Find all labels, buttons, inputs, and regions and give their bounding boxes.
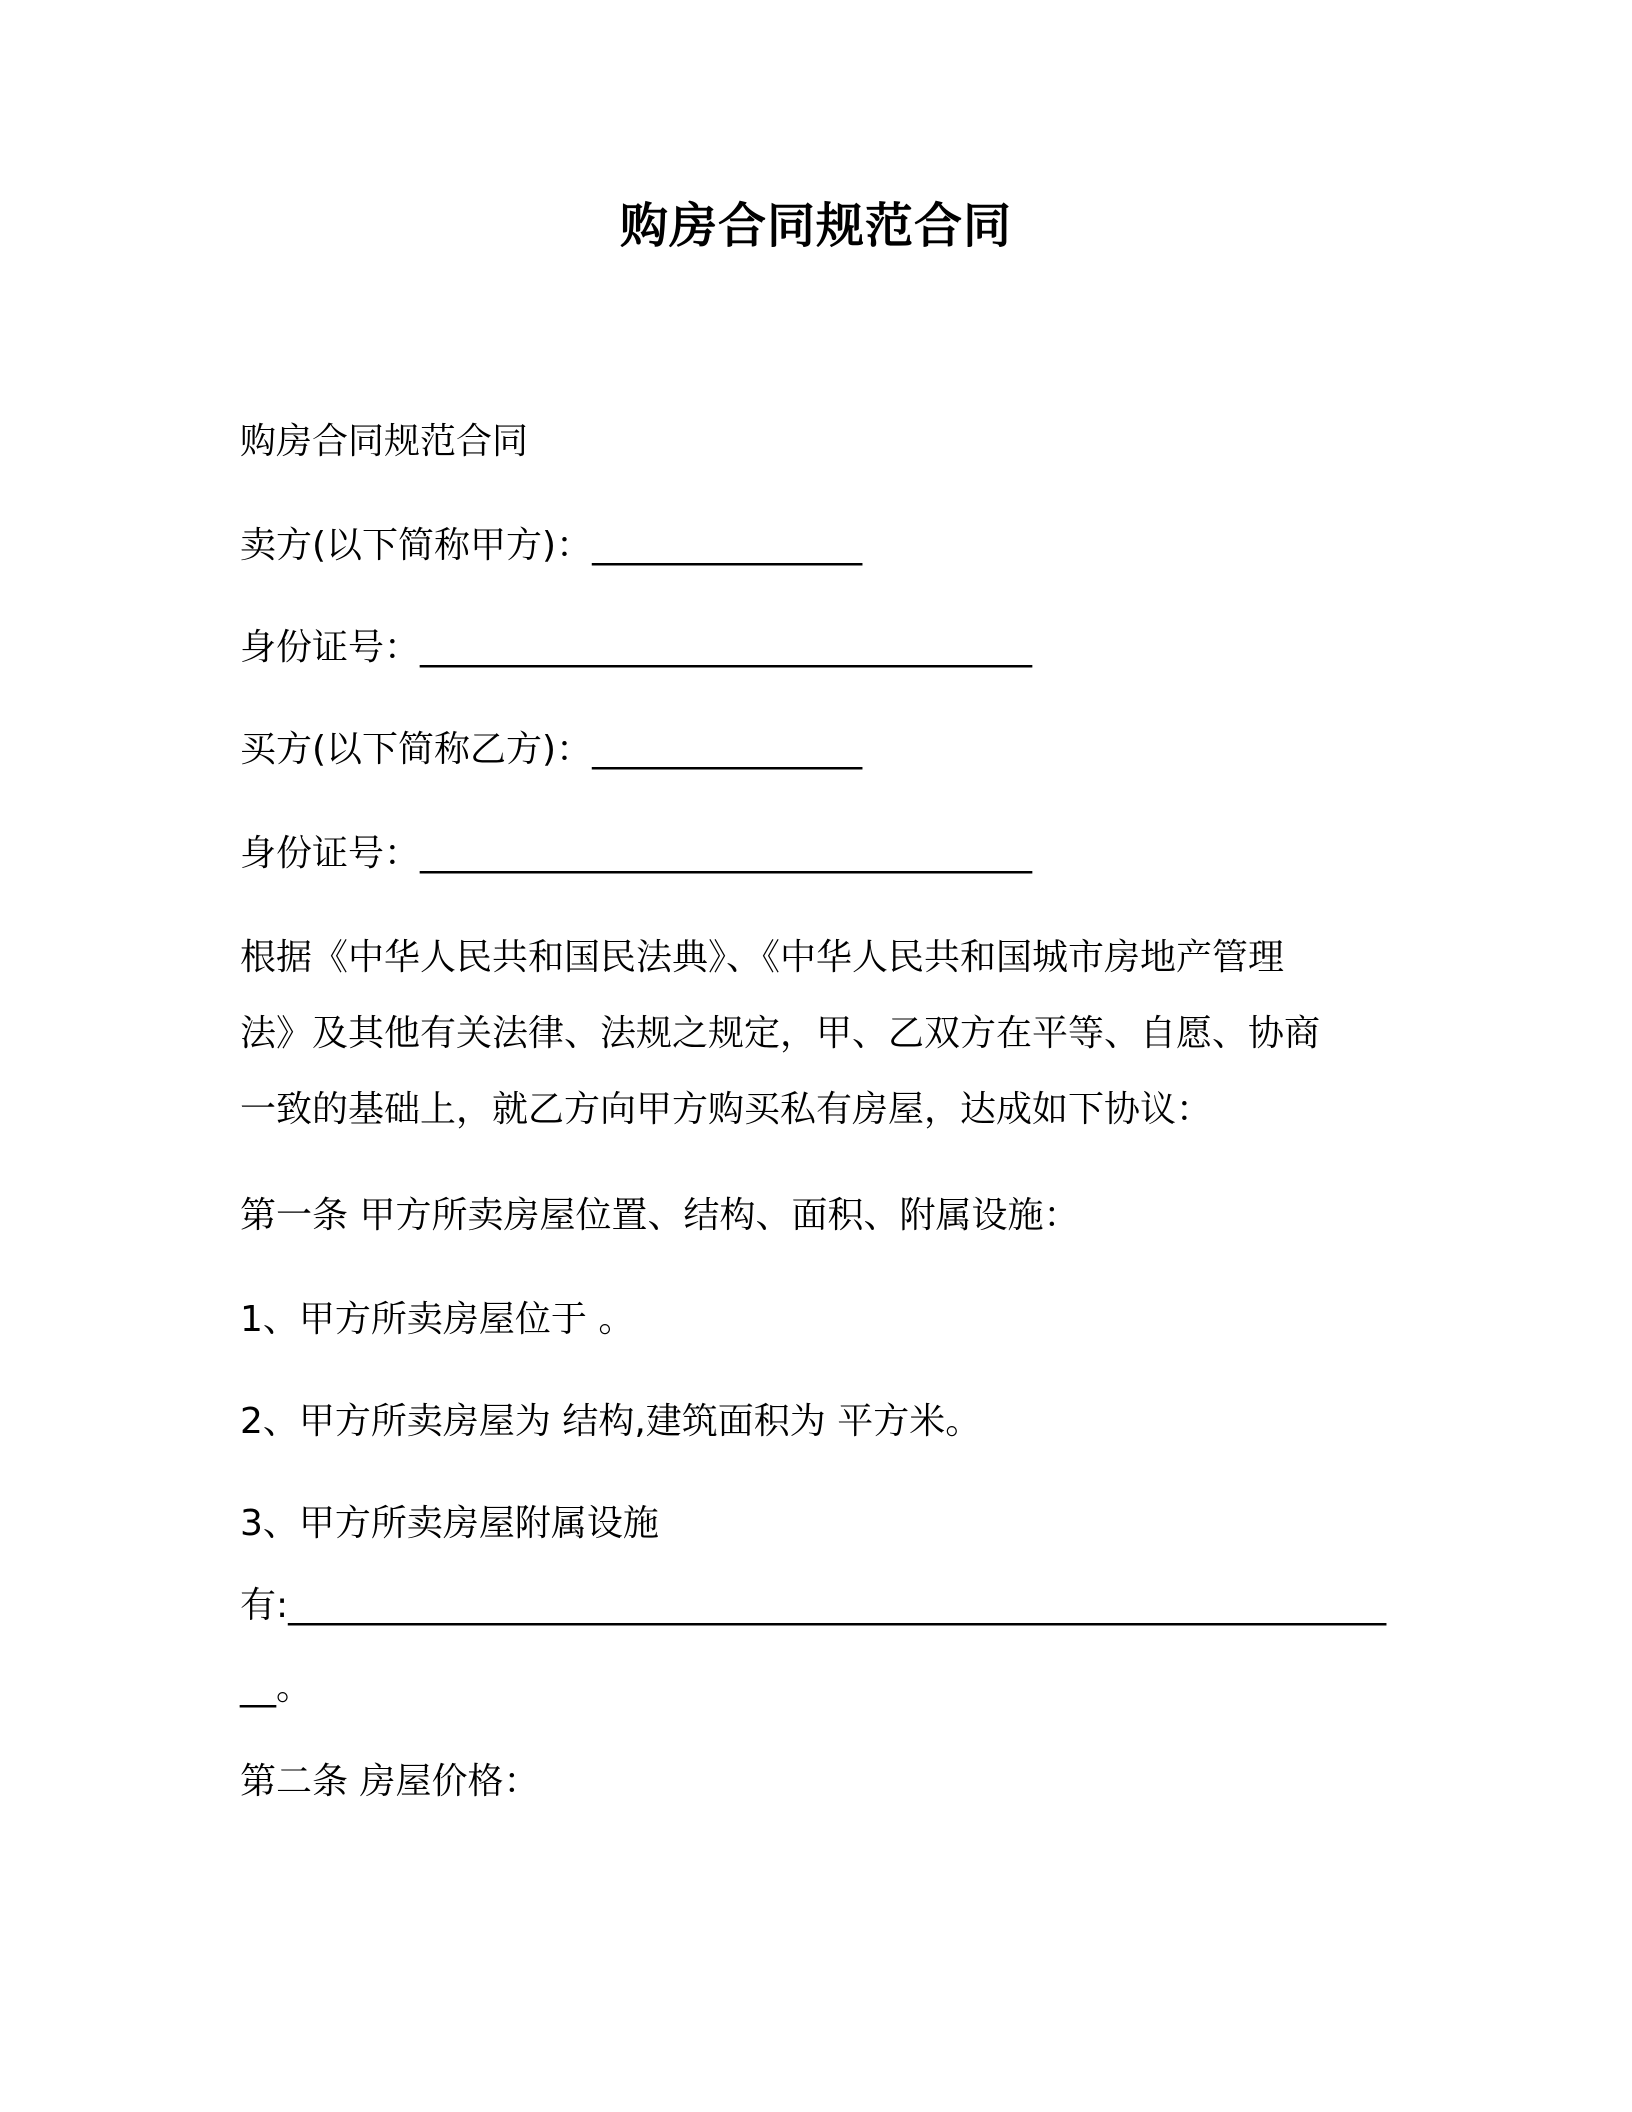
article2-heading: 第二条 房屋价格： (240, 1761, 540, 1802)
buyer-id-line: 身份证号：__________________________________ (240, 833, 1033, 874)
preamble-line: 一致的基础上，就乙方向甲方购买私有房屋，达成如下协议： (240, 1089, 1213, 1130)
article1-item1: 1、甲方所卖房屋位于 。 (240, 1299, 635, 1340)
article1-heading: 第一条 甲方所卖房屋位置、结构、面积、附属设施： (240, 1195, 1080, 1236)
article1-item3-end: __。 (240, 1667, 313, 1708)
contract-subtitle: 购房合同规范合同 (240, 421, 529, 462)
preamble-line: 法》及其他有关法律、法规之规定，甲、乙双方在平等、自愿、协商 (240, 1013, 1321, 1054)
preamble-line: 根据《中华人民共和国民法典》、《中华人民共和国城市房地产管理 (240, 937, 1285, 978)
preamble-paragraph (240, 920, 1370, 1148)
article1-item3: 3、甲方所卖房屋附属设施 (240, 1503, 659, 1544)
seller-id-line: 身份证号：__________________________________ (240, 627, 1033, 668)
article1-item3-continuation: 有:_____________________________________________________________ (240, 1585, 1387, 1626)
seller-line: 卖方(以下简称甲方)：_______________ (240, 525, 863, 566)
article1-item2: 2、甲方所卖房屋为 结构,建筑面积为 平方米。 (240, 1401, 982, 1442)
document-title: 购房合同规范合同 (619, 198, 1012, 254)
buyer-line: 买方(以下简称乙方)：_______________ (240, 729, 863, 770)
